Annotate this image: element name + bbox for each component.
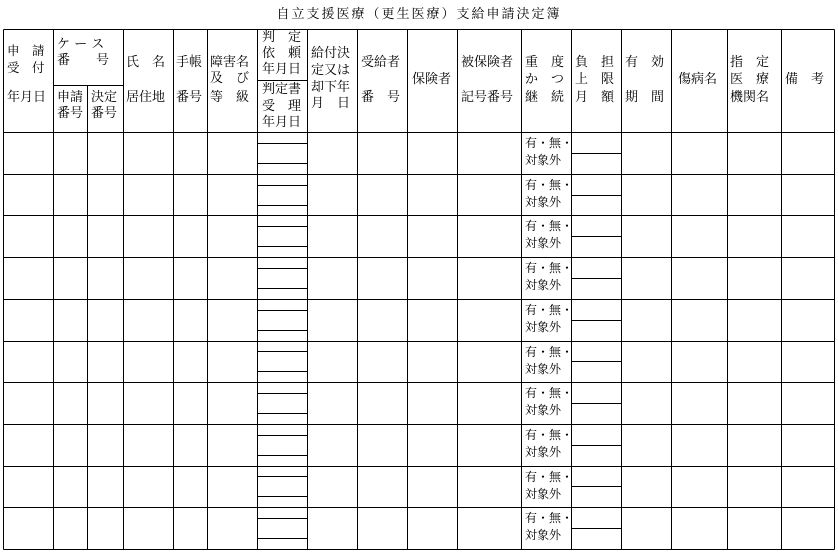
- mark-line-2: 対象外: [525, 403, 562, 417]
- mark-line-2: 対象外: [525, 320, 562, 334]
- mark-line-2: 対象外: [525, 195, 562, 209]
- severe-continuous-marks: [525, 302, 573, 336]
- header-valid-period: 期 間: [625, 90, 665, 105]
- header-recipient-number: 受給者: [361, 55, 401, 70]
- header-disease-name: 傷病名: [678, 72, 718, 87]
- severe-continuous-marks: [525, 427, 573, 461]
- header-severe-continuous: 重 度: [525, 55, 565, 70]
- severe-continuous-marks: [525, 385, 573, 419]
- severe-continuous-marks: [525, 135, 573, 169]
- header-designated-institution: 医 療: [730, 72, 770, 87]
- severe-continuous-marks: [525, 218, 573, 252]
- header-text: 申 請: [7, 43, 45, 58]
- severe-continuous-marks: [525, 344, 573, 378]
- header-judgment-receipt: 年月日: [262, 115, 302, 130]
- severe-continuous-marks: [525, 260, 573, 294]
- header-application-number: 申請: [57, 90, 84, 105]
- header-copay-limit: 負 担: [575, 55, 615, 70]
- header-application-number: 番号: [57, 106, 84, 121]
- mark-line-2: 対象外: [525, 487, 562, 501]
- document-title: 自立支援医療（更生医療）支給申請決定簿: [276, 7, 562, 22]
- header-insured-number: 被保険者: [461, 55, 514, 70]
- severe-continuous-marks: [525, 177, 573, 211]
- header-benefit-decision: 給付決: [311, 46, 351, 61]
- header-application-date: [7, 58, 51, 76]
- header-insured-number: 記号番号: [461, 90, 514, 105]
- mark-line-1: 有・無・: [525, 303, 574, 317]
- header-severe-continuous: 継 続: [525, 90, 565, 105]
- header-decision-number: 番号: [91, 106, 118, 121]
- header-designated-institution: 指 定: [730, 55, 770, 70]
- header-copay-limit: 上 限: [575, 72, 615, 87]
- header-application-date: [7, 41, 51, 59]
- header-decision-number: 決定: [91, 90, 118, 105]
- header-benefit-decision: 却下年: [311, 80, 351, 95]
- header-case-number: ケ ー ス: [57, 37, 105, 52]
- mark-line-2: 対象外: [525, 153, 562, 167]
- mark-line-1: 有・無・: [525, 511, 574, 525]
- header-benefit-decision: 月 日: [311, 96, 351, 111]
- header-application-date: 年月日: [7, 90, 47, 105]
- mark-line-1: 有・無・: [525, 136, 574, 150]
- mark-line-2: 対象外: [525, 528, 562, 542]
- mark-line-1: 有・無・: [525, 219, 574, 233]
- header-judgment-request: 年月日: [262, 62, 302, 77]
- mark-line-2: 対象外: [525, 236, 562, 250]
- header-judgment-request: 依 頼: [262, 46, 302, 61]
- header-copay-limit: 月 額: [575, 90, 615, 105]
- mark-line-2: 対象外: [525, 278, 562, 292]
- severe-continuous-marks: [525, 469, 573, 503]
- header-name: 氏 名: [126, 55, 166, 70]
- header-judgment-request: 判 定: [262, 30, 302, 45]
- mark-line-2: 対象外: [525, 362, 562, 376]
- header-designated-institution: 機関名: [730, 90, 770, 105]
- mark-line-1: 有・無・: [525, 261, 574, 275]
- header-residence: 居住地: [126, 90, 166, 105]
- mark-line-2: 対象外: [525, 445, 562, 459]
- header-handbook-number: 番号: [176, 90, 203, 105]
- mark-line-1: 有・無・: [525, 470, 574, 484]
- header-benefit-decision: 定又は: [311, 63, 351, 78]
- header-judgment-receipt: 受 理: [262, 99, 302, 114]
- header-disability: 及 び: [210, 71, 250, 86]
- header-disability: 障害名: [210, 55, 250, 70]
- header-remarks: 備 考: [785, 72, 825, 87]
- header-text: 受 付: [7, 60, 45, 75]
- header-case-number: 番 号: [57, 53, 110, 68]
- header-judgment-receipt: 判定書: [262, 82, 302, 97]
- mark-line-1: 有・無・: [525, 178, 574, 192]
- mark-line-1: 有・無・: [525, 428, 574, 442]
- severe-continuous-marks: [525, 510, 573, 544]
- header-severe-continuous: か つ: [525, 72, 565, 87]
- header-valid-period: 有 効: [625, 55, 665, 70]
- mark-line-1: 有・無・: [525, 345, 574, 359]
- header-insurer: 保険者: [412, 72, 452, 87]
- mark-line-1: 有・無・: [525, 386, 574, 400]
- header-handbook: 手帳: [176, 55, 203, 70]
- header-disability-grade: 等 級: [210, 90, 250, 105]
- header-recipient-number: 番 号: [361, 90, 401, 105]
